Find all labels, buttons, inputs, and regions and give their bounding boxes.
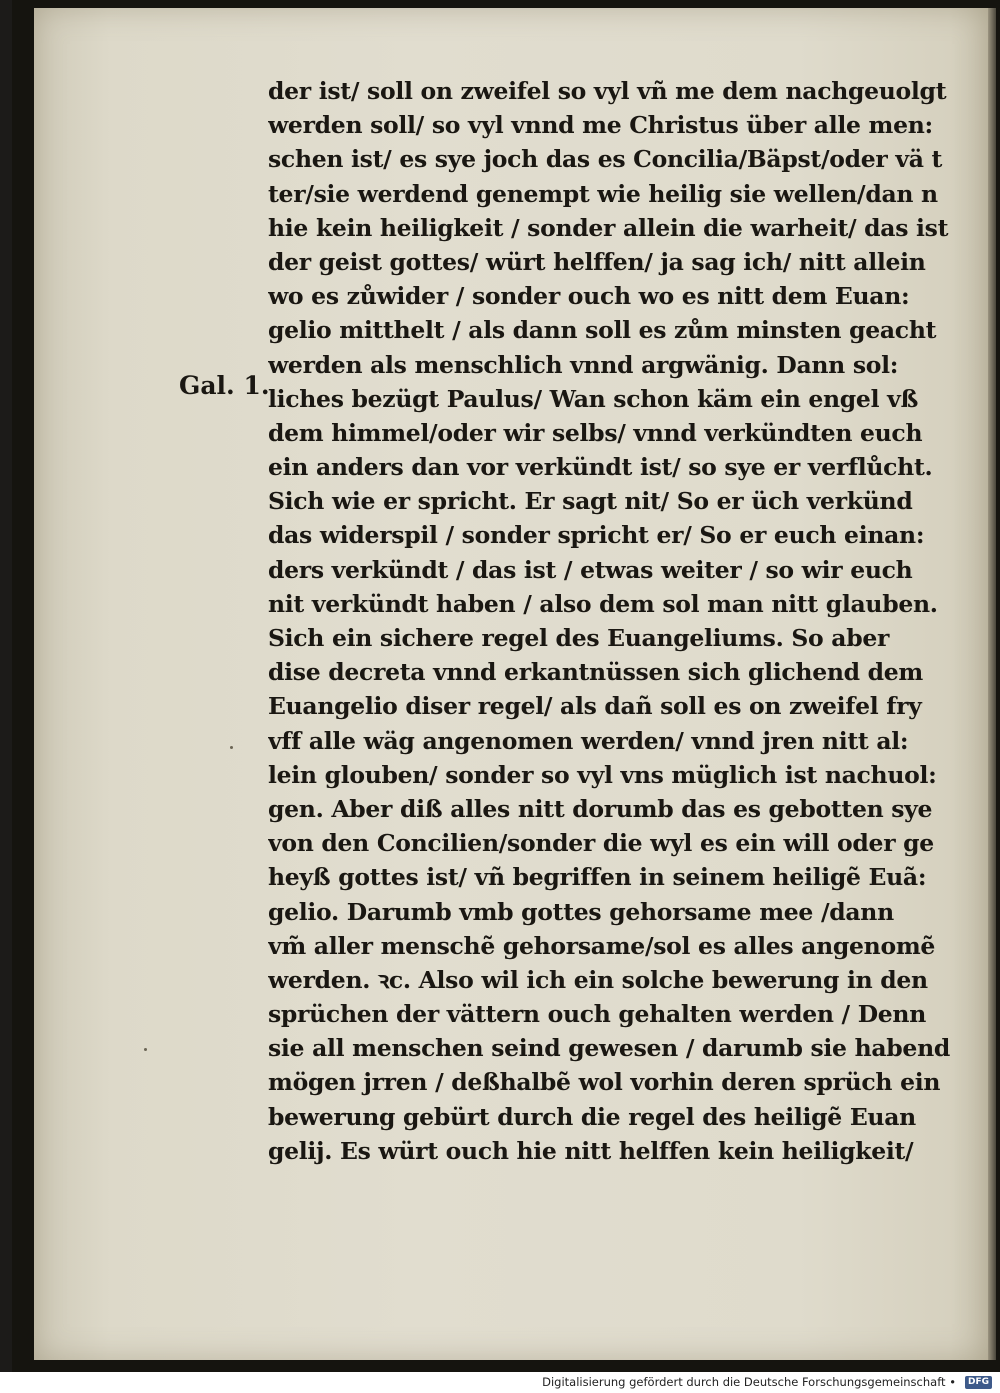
- text-line: gelio mitthelt / als dann soll es zům minsten geacht: [268, 316, 937, 345]
- text-line: wo es zůwider / sonder ouch wo es nitt dem Euan:: [268, 282, 910, 311]
- text-line: hie kein heiligkeit / sonder allein die warheit/ das ist: [268, 213, 949, 242]
- text-line: Sich ein sichere regel des Euangeliums. So aber: [268, 624, 890, 652]
- text-line: sie all menschen seind gewesen / darumb sie habend: [268, 1034, 950, 1063]
- text-line: gelij. Es würt ouch hie nitt helffen kein heiligkeit/: [268, 1136, 914, 1165]
- text-line: gen. Aber diß alles nitt dorumb das es gebotten sye: [268, 794, 933, 823]
- text-line: dise decreta vnnd erkantnüssen sich glichend dem: [268, 658, 923, 687]
- text-line: der geist gottes/ würt helffen/ ja sag ich/ nitt allein: [268, 247, 926, 276]
- paper-speck: [144, 1048, 147, 1051]
- text-line: das widerspil / sonder spricht er/ So er euch einan:: [268, 521, 925, 550]
- text-line: bewerung gebürt durch die regel des heiligẽ Euan: [268, 1102, 916, 1131]
- scan-frame: [12, 0, 1000, 1372]
- text-line: ders verkündt / das ist / etwas weiter / so wir euch: [268, 555, 913, 584]
- footer-bar: [0, 1372, 1000, 1393]
- text-line: vff alle wäg angenomen werden/ vnnd jren nitt al:: [268, 726, 909, 755]
- text-line: gelio. Darumb vmb gottes gehorsame mee /dann: [268, 897, 894, 926]
- text-line: nit verkündt haben / also dem sol man nitt glauben.: [268, 589, 938, 618]
- text-line: werden soll/ so vyl vnnd me Christus über alle men:: [268, 111, 933, 140]
- text-line: Sich wie er spricht. Er sagt nit/ So er üch verkünd: [268, 487, 913, 516]
- text-line: ter/sie werdend genempt wie heilig sie wellen/dan n: [268, 179, 938, 208]
- text-line: der ist/ soll on zweifel so vyl vñ me dem nachgeuolgt: [268, 77, 947, 105]
- text-line: mögen jrren / deßhalbẽ wol vorhin deren sprüch ein: [268, 1068, 941, 1097]
- book-page: [34, 8, 988, 1360]
- text-line: lein glouben/ sonder so vyl vns müglich ist nachuol:: [268, 760, 937, 789]
- text-line: heyß gottes ist/ vñ begriffen in seinem heiligẽ Euã:: [268, 863, 927, 892]
- text-line: Euangelio diser regel/ als dañ soll es on zweifel fry: [268, 692, 922, 721]
- text-line: liches bezügt Paulus/ Wan schon käm ein engel vß: [268, 384, 919, 413]
- text-line: schen ist/ es sye joch das es Concilia/Bäpst/oder vä t: [268, 145, 943, 174]
- page-edge: [988, 8, 996, 1360]
- text-line: werden als menschlich vnnd argwänig. Dann sol:: [268, 350, 899, 379]
- text-line: ein anders dan vor verkündt ist/ so sye er verflůcht.: [268, 453, 933, 482]
- text-block: [268, 74, 968, 1168]
- text-line: vm̃ aller menschẽ gehorsame/sol es alles angenomẽ: [268, 931, 936, 960]
- text-line: dem himmel/oder wir selbs/ vnnd verkündten euch: [268, 418, 923, 447]
- margin-note: Gal. 1.: [179, 371, 270, 400]
- text-line: von den Concilien/sonder die wyl es ein will oder ge: [268, 829, 934, 858]
- text-line: sprüchen der vättern ouch gehalten werden / Denn: [268, 1000, 926, 1029]
- text-line: werden. ꝛc. Also wil ich ein solche bewerung in den: [268, 965, 928, 994]
- footer-credit: Digitalisierung gefördert durch die Deutsche Forschungsgemeinschaft •: [542, 1375, 956, 1389]
- paper-speck: [230, 746, 233, 749]
- dfg-logo: DFG: [965, 1376, 992, 1389]
